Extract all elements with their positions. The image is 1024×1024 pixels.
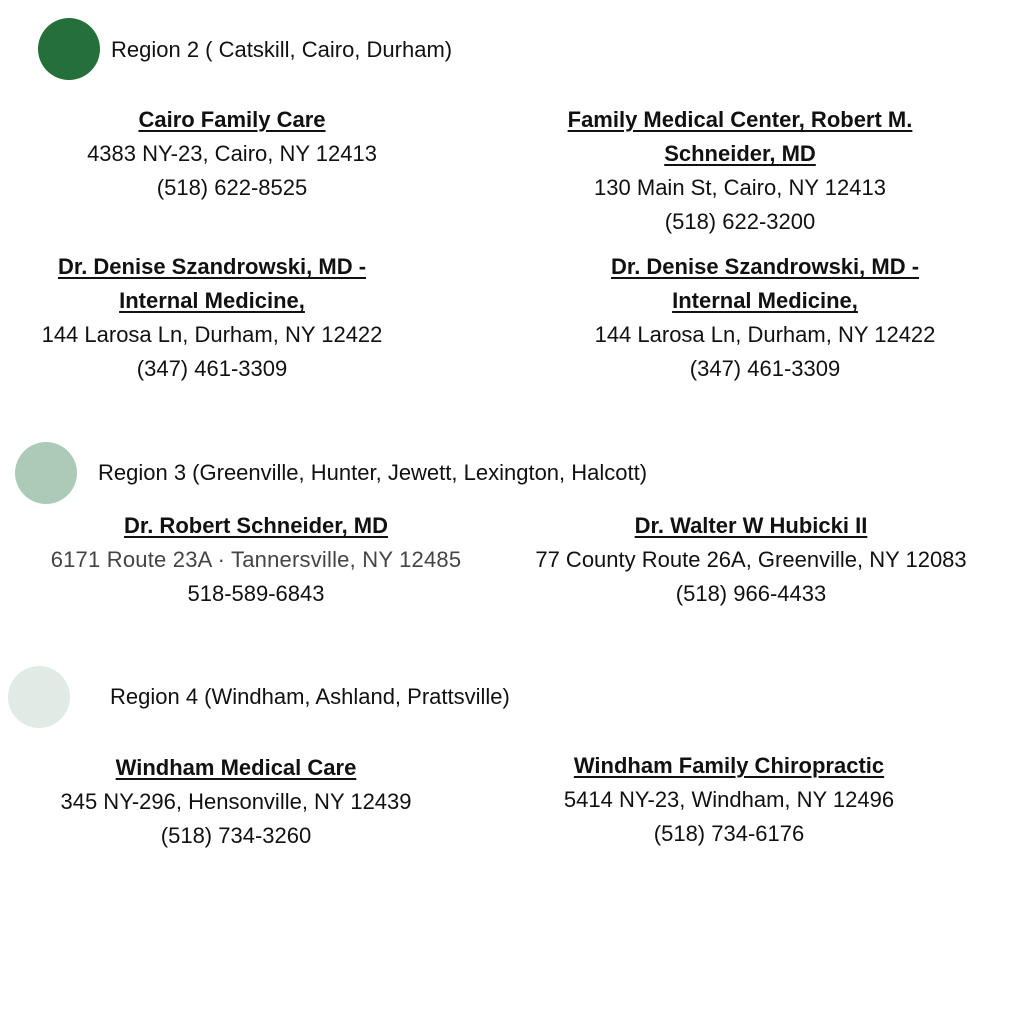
provider-phone: (518) 734-6176 [653,821,805,846]
region-3-title: Region 3 (Greenville, Hunter, Jewett, Lexington, Halcott) [98,460,648,485]
provider-name-link[interactable]: Cairo Family Care [138,107,326,132]
provider-entry [560,250,970,386]
provider-address: 4383 NY-23, Cairo, NY 12413 [87,141,377,166]
provider-phone: (518) 622-3200 [664,209,816,234]
provider-phone: 518-589-6843 [187,581,325,606]
provider-address: 345 NY-296, Hensonville, NY 12439 [60,789,412,814]
provider-name-link[interactable]: Windham Family Chiropractic [573,753,885,778]
provider-entry [10,250,414,386]
provider-phone: (518) 966-4433 [675,581,827,606]
provider-address: 77 County Route 26A, Greenville, NY 12083 [535,547,967,572]
provider-entry [20,103,444,205]
provider-name-link[interactable] [560,250,970,318]
provider-address: 130 Main St, Cairo, NY 12413 [594,175,886,200]
provider-name-link[interactable]: Dr. Walter W Hubicki II [634,513,868,538]
provider-name-link[interactable] [520,103,960,171]
region-2-dot [38,18,100,80]
provider-address: 144 Larosa Ln, Durham, NY 12422 [41,322,383,347]
provider-name-line-2: Internal Medicine, [672,288,858,313]
provider-address: 144 Larosa Ln, Durham, NY 12422 [594,322,936,347]
provider-name-link[interactable]: Dr. Robert Schneider, MD [123,513,389,538]
provider-entry [504,509,998,611]
provider-name-line-2: Internal Medicine, [119,288,305,313]
provider-name-line-1: Dr. Denise Szandrowski, MD - [610,254,920,279]
provider-name-line-2: Schneider, MD [664,141,816,166]
region-2-title: Region 2 ( Catskill, Cairo, Durham) [111,37,453,62]
provider-entry [26,751,446,853]
region-4-title: Region 4 (Windham, Ashland, Prattsville) [110,684,510,709]
provider-name-link[interactable] [10,250,414,318]
provider-phone: (518) 622-8525 [156,175,308,200]
provider-phone: (518) 734-3260 [160,823,312,848]
provider-address: 5414 NY-23, Windham, NY 12496 [563,787,895,812]
provider-phone: (347) 461-3309 [136,356,288,381]
provider-entry [534,749,924,851]
provider-name-line-1: Family Medical Center, Robert M. [567,107,913,132]
provider-address: 6171 Route 23A · Tannersville, NY 12485 [50,547,462,572]
provider-name-line-1: Dr. Denise Szandrowski, MD - [57,254,367,279]
provider-entry [520,103,960,239]
region-4-dot [8,666,70,728]
provider-phone: (347) 461-3309 [689,356,841,381]
region-3-dot [15,442,77,504]
provider-entry [30,509,482,611]
provider-name-link[interactable]: Windham Medical Care [115,755,357,780]
